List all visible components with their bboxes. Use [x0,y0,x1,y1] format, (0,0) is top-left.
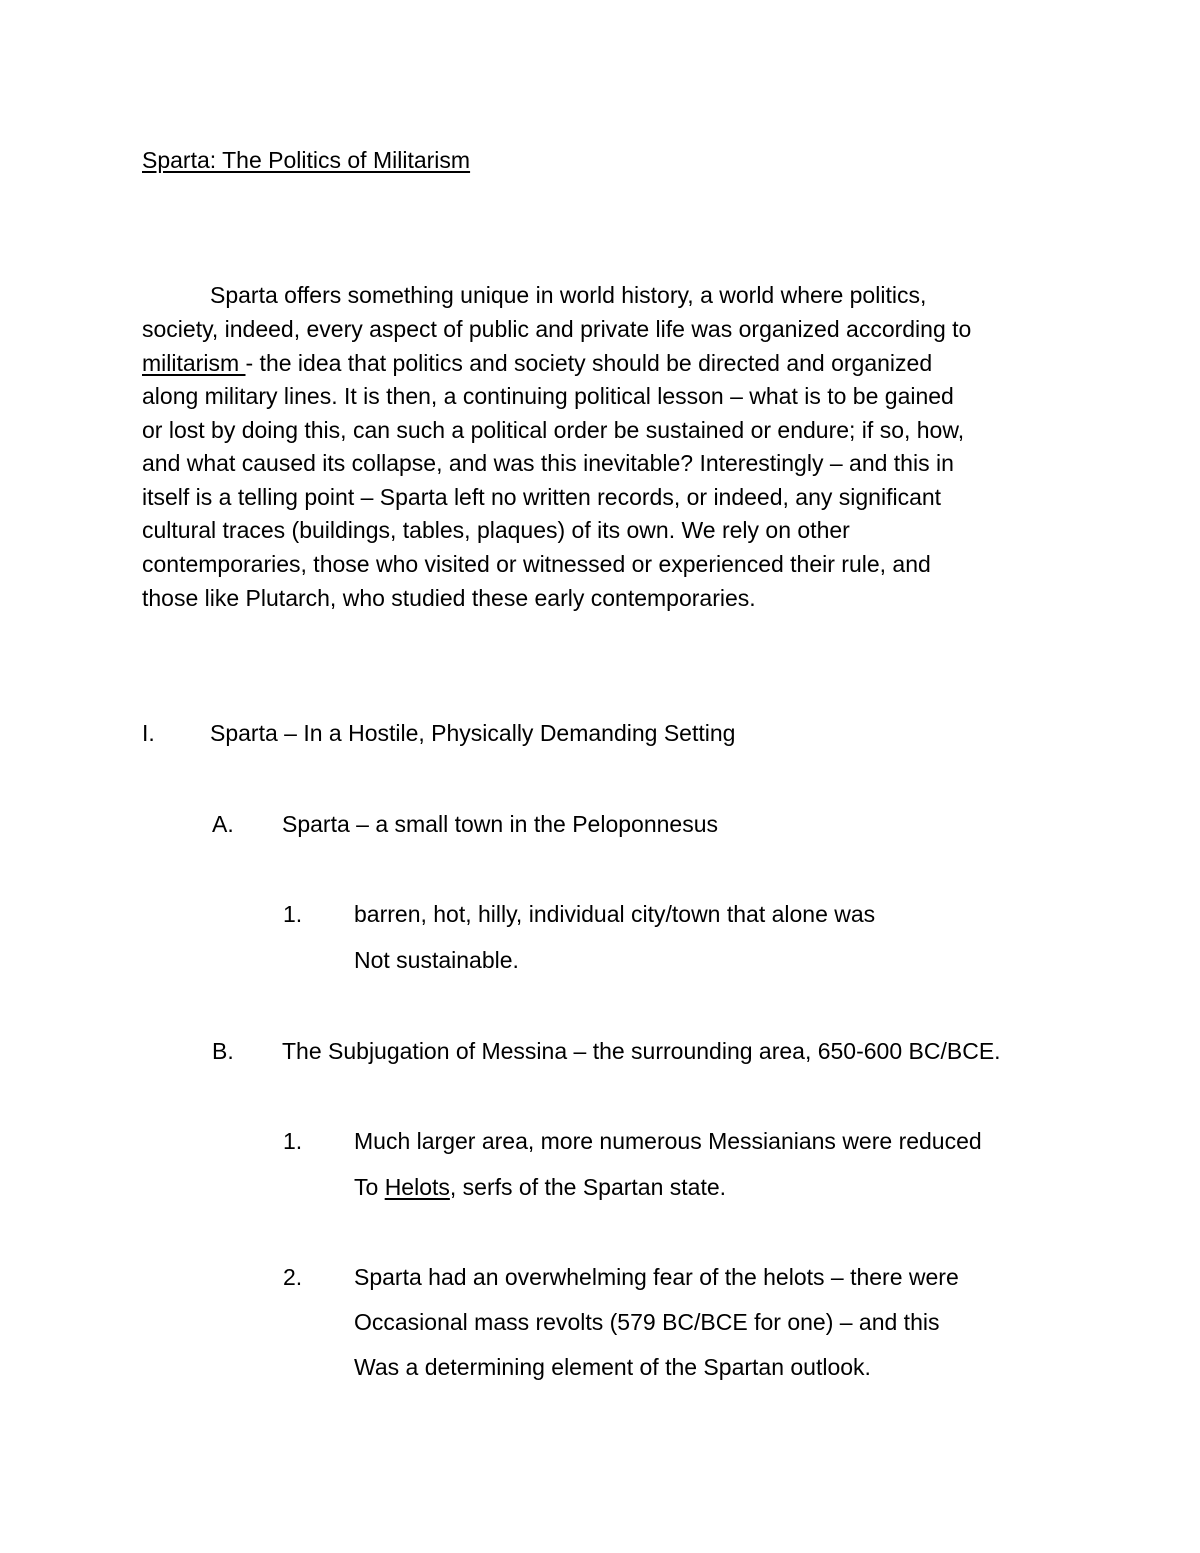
intro-line: those like Plutarch, who studied these early contemporaries. [142,585,756,611]
list-item-text: To [354,1174,385,1200]
section-heading: Sparta – In a Hostile, Physically Demanding Setting [210,720,736,746]
intro-line-rest: - the idea that politics and society should be directed and organized [245,350,933,376]
intro-line [142,346,932,380]
list-item-line: Occasional mass revolts (579 BC/BCE for one) – and this [354,1309,940,1335]
subsection-heading: The Subjugation of Messina – the surrounding area, 650-600 BC/BCE. [282,1038,1001,1064]
list-item-line: Much larger area, more numerous Messianians were reduced [354,1128,982,1154]
outline-marker-number: 1. [283,1128,303,1154]
intro-line: society, indeed, every aspect of public and private life was organized according to [142,316,972,342]
helots-term: Helots [384,1174,450,1200]
list-item-line: barren, hot, hilly, individual city/town that alone was [354,901,876,927]
subsection-heading: Sparta – a small town in the Peloponnesus [282,811,718,837]
list-item-line: Sparta had an overwhelming fear of the helots – there were [354,1264,959,1290]
outline-marker-number: 1. [283,901,303,927]
intro-line: cultural traces (buildings, tables, plaques) of its own. We rely on other [142,517,850,543]
intro-line: Sparta offers something unique in world history, a world where politics, [210,282,927,308]
outline-marker-letter: A. [212,811,234,837]
document-title: Sparta: The Politics of Militarism [142,147,471,173]
intro-line: along military lines. It is then, a continuing political lesson – what is to be gained [142,383,954,409]
intro-line: or lost by doing this, can such a political order be sustained or endure; if so, how, [142,417,965,443]
list-item-line [354,1170,726,1204]
list-item-line: Not sustainable. [354,947,519,973]
list-item-line: Was a determining element of the Spartan outlook. [354,1354,871,1380]
intro-line: and what caused its collapse, and was this inevitable? Interestingly – and this in [142,450,954,476]
militarism-term: militarism [142,350,246,376]
list-item-text: , serfs of the Spartan state. [449,1174,727,1200]
outline-marker-roman: I. [142,720,155,746]
outline-marker-letter: B. [212,1038,234,1064]
intro-line: contemporaries, those who visited or witnessed or experienced their rule, and [142,551,931,577]
intro-line: itself is a telling point – Sparta left no written records, or indeed, any significant [142,484,942,510]
outline-marker-number: 2. [283,1264,303,1290]
